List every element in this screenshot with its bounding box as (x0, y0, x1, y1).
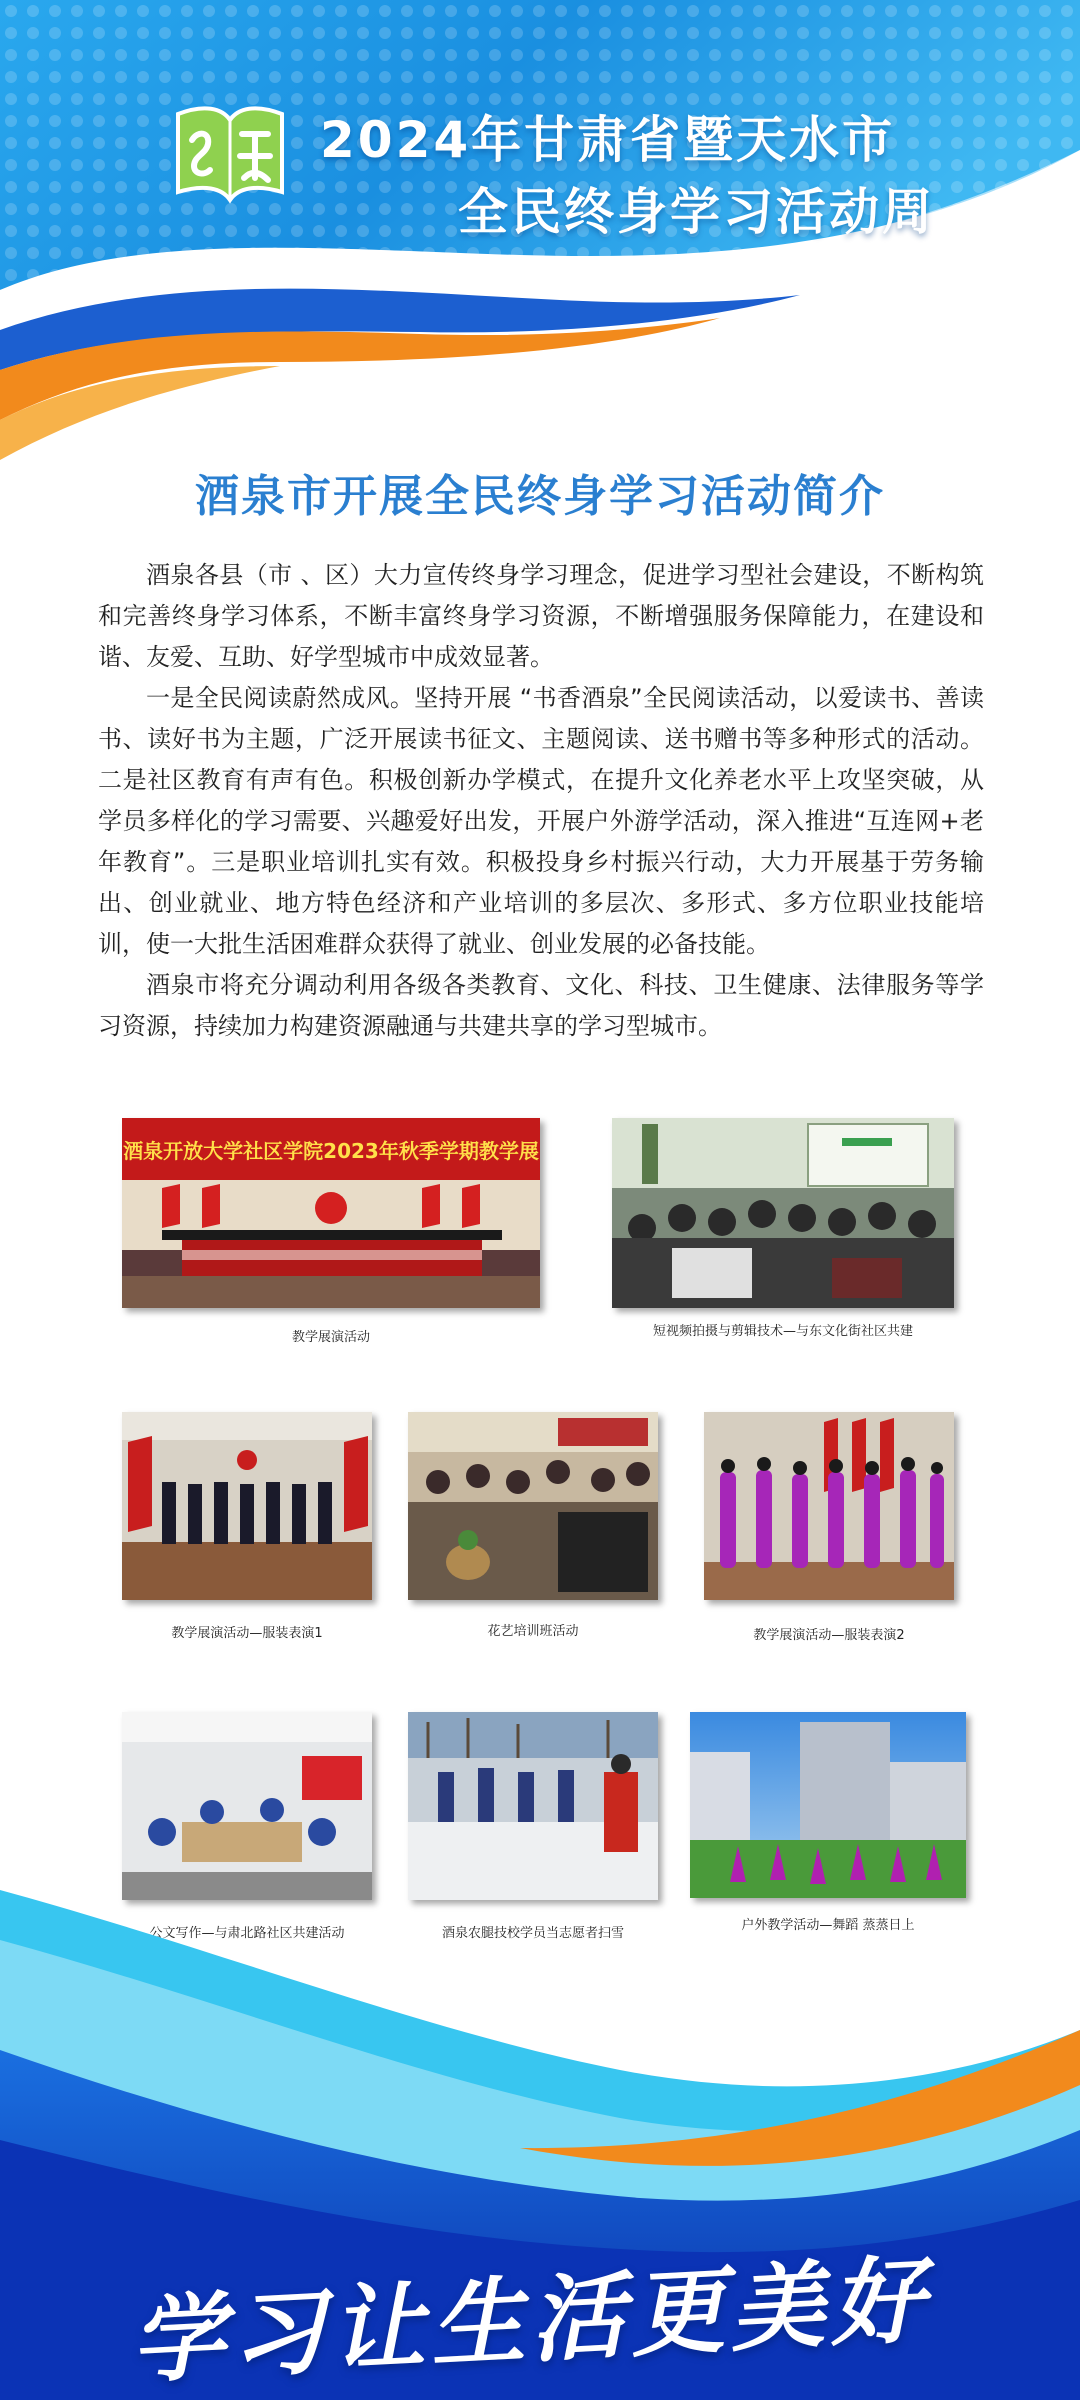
intro-text (98, 555, 984, 1047)
photo-caption: 酒泉农腿技校学员当志愿者扫雪 (441, 1926, 624, 1941)
photo-video-editing (612, 1118, 954, 1308)
photo-outdoor-dance (690, 1712, 966, 1898)
intro-paragraph: 酒泉各县（市 、区）大力宣传终身学习理念，促进学习型社会建设，不断构筑和完善终身学习体系，不断丰富终身学习资源，不断增强服务保障能力，在建设和谐、友爱、互助、好学型城市中成效显著。 (98, 561, 984, 671)
header-banner (0, 0, 1080, 460)
photo-banner-text: 酒泉开放大学社区学院2023年秋季学期教学展 (123, 1139, 539, 1163)
photo-costume-show-2 (704, 1412, 954, 1600)
photo-caption: 短视频拍摄与剪辑技术—与东文化街社区共建 (652, 1324, 913, 1339)
photo-caption: 户外教学活动—舞蹈 蒸蒸日上 (741, 1918, 915, 1933)
photo-caption: 花艺培训班活动 (487, 1624, 579, 1639)
photo-costume-show-1 (122, 1412, 372, 1600)
intro-paragraph: 酒泉市将充分调动利用各级各类教育、文化、科技、卫生健康、法律服务等学习资源，持续加力构建资源融通与共建共享的学习型城市。 (98, 971, 984, 1040)
photo-snow-sweeping (408, 1712, 658, 1900)
photo-caption: 公文写作—与肃北路社区共建活动 (149, 1926, 345, 1941)
header-title-line2: 全民终身学习活动周 (458, 183, 935, 241)
photo-teaching-showcase (122, 1118, 540, 1308)
photo-document-writing (122, 1712, 372, 1900)
header-title-line1: 2024年甘肃省暨天水市 (320, 111, 896, 169)
photo-flower-arranging (408, 1412, 658, 1600)
section-title: 酒泉市开展全民终身学习活动简介 (195, 471, 885, 522)
photo-caption: 教学展演活动—服装表演1 (171, 1626, 323, 1641)
photo-caption: 教学展演活动—服装表演2 (753, 1628, 905, 1643)
photo-caption: 教学展演活动 (291, 1330, 370, 1345)
intro-paragraph: 一是全民阅读蔚然成风。坚持开展 “书香酒泉”全民阅读活动，以爱读书、善读书、读好书为主题，广泛开展读书征文、主题阅读、送书赠书等多种形式的活动。二是社区教育有声有色。积极创新办学模式，在提升文化养老水平上攻坚突破，从学员多样化的学习需要、兴趣爱好出发，开展户外游学活动，深入推进“互连网+老年教育”。三是职业培训扎实有效。积极投身乡村振兴行动，大力开展基于劳务输出、创业就业、地方特色经济和产业培训的多层次、多形式、多方位职业技能培训，使一大批生活困难群众获得了就业、创业发展的必备技能。 (98, 684, 984, 958)
lifelong-learning-logo-icon (170, 100, 290, 210)
footer-slogan: 学习让生活更美好 (128, 2246, 933, 2397)
